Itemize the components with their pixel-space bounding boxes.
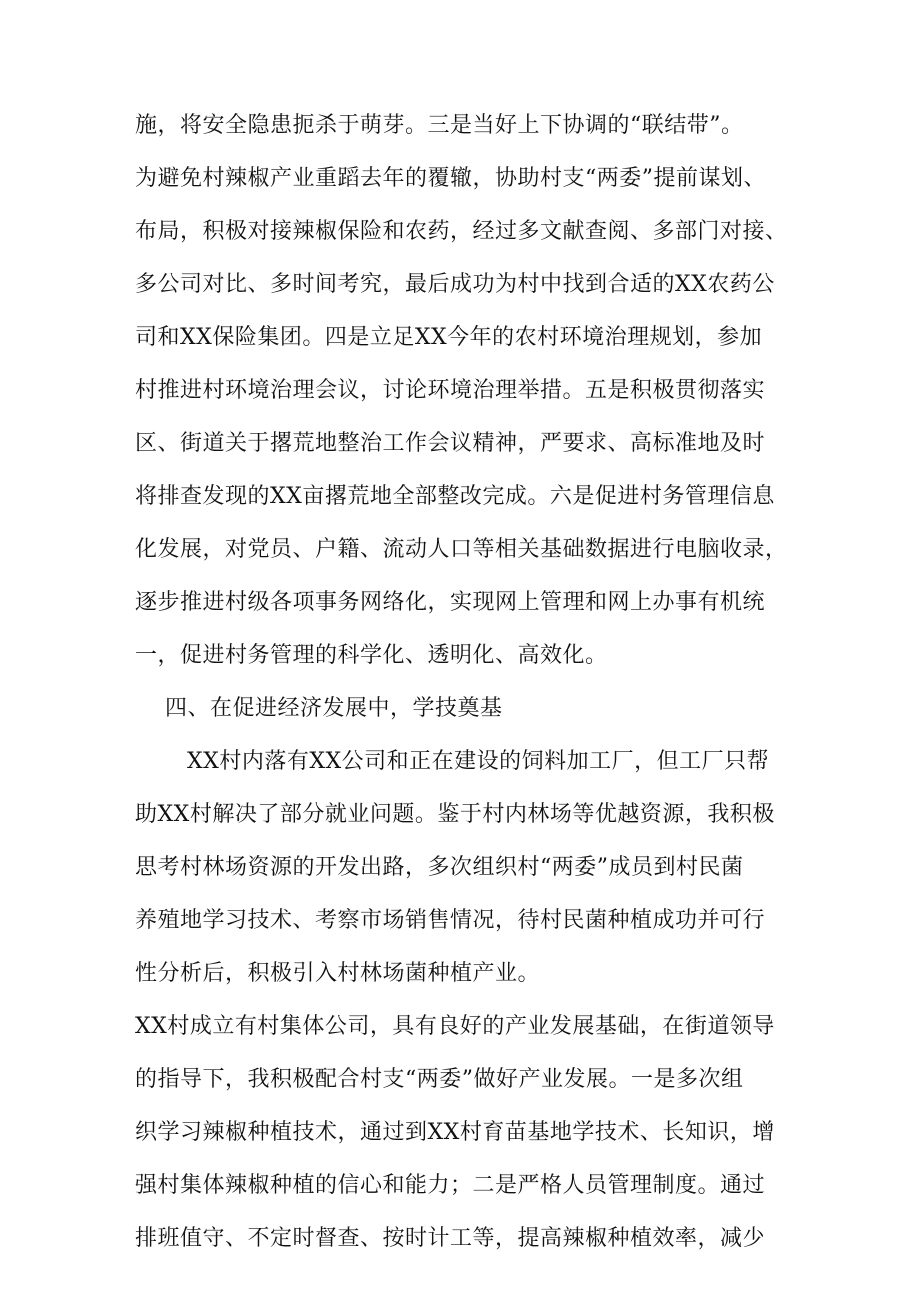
paragraph-line: 施，将安全隐患扼杀于萌芽。三是当好上下协调的“联结带”。	[135, 113, 744, 138]
paragraph-line: 强村集体辣椒种植的信心和能力；二是严格人员管理制度。通过	[135, 1173, 766, 1198]
paragraph-line: 助XX村解决了部分就业问题。鉴于村内林场等优越资源，我积极	[135, 802, 775, 827]
paragraph-line: 司和XX保险集团。四是立足XX今年的农村环境治理规划，参加	[135, 325, 763, 350]
paragraph-line: 养殖地学习技术、考察市场销售情况，待村民菌种植成功并可行	[135, 908, 766, 933]
paragraph-line: 性分析后，积极引入村林场菌种植产业。	[135, 961, 541, 986]
section-heading: 四、在促进经济发展中，学技奠基	[165, 696, 503, 721]
paragraph-line: 的指导下，我积极配合村支“两委”做好产业发展。一是多次组	[135, 1067, 744, 1092]
paragraph-line: 布局，积极对接辣椒保险和农药，经过多文献查阅、多部门对接、	[135, 219, 788, 244]
paragraph-line: 化发展，对党员、户籍、流动人口等相关基础数据进行电脑收录，	[135, 537, 788, 562]
paragraph-line: 一，促进村务管理的科学化、透明化、高效化。	[135, 643, 608, 668]
paragraph-line: 为避免村辣椒产业重蹈去年的覆辙，协助村支“两委”提前谋划、	[135, 166, 766, 191]
paragraph-line: 织学习辣椒种植技术，通过到XX村育苗基地学技术、长知识，增	[135, 1120, 775, 1145]
paragraph-line: 逐步推进村级各项事务网络化，实现网上管理和网上办事有机统	[135, 590, 766, 615]
paragraph-line: 区、街道关于撂荒地整治工作会议精神，严要求、高标准地及时	[135, 431, 766, 456]
paragraph-line: XX村成立有村集体公司，具有良好的产业发展基础，在街道领导	[135, 1014, 775, 1039]
paragraph-line: 将排查发现的XX亩撂荒地全部整改完成。六是促进村务管理信息	[135, 484, 775, 509]
paragraph-line: 思考村林场资源的开发出路，多次组织村“两委”成员到村民菌	[135, 855, 744, 880]
paragraph-line: 多公司对比、多时间考究，最后成功为村中找到合适的XX农药公	[135, 272, 775, 297]
paragraph-line: 排班值守、不定时督查、按时计工等，提高辣椒种植效率，减少	[135, 1226, 766, 1251]
paragraph-line: XX村内落有XX公司和正在建设的饲料加工厂，但工厂只帮	[187, 749, 770, 774]
paragraph-line: 村推进村环境治理会议，讨论环境治理举措。五是积极贯彻落实	[135, 378, 766, 403]
